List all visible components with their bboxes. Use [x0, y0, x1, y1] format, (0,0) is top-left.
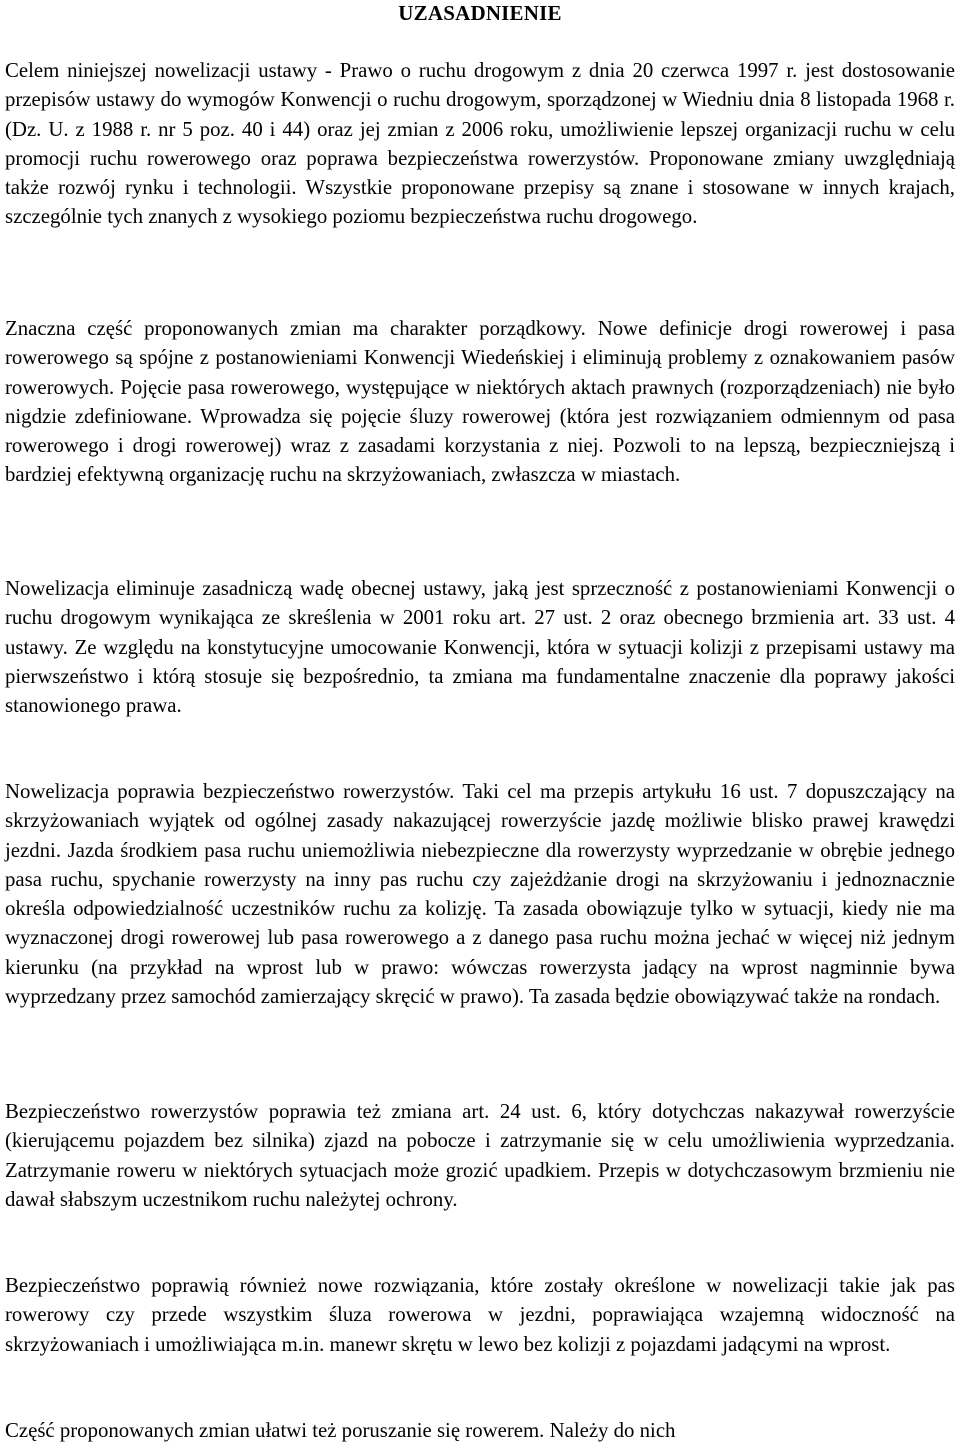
- paragraph-overtaking-rule: Bezpieczeństwo rowerzystów poprawia też zmiana art. 24 ust. 6, który dotychczas nakazywał rowerzyście (kierującemu pojazdem bez silnika) zjazd na pobocze i zatrzymanie się w celu umożliwienia wyprzedzania. Zatrzymanie roweru w niektórych sytuacjach może grozić upadkiem. Przepis w dotychczasowym brzmieniu nie dawał słabszym uczestnikom ruchu należytej ochrony.: [5, 1100, 955, 1211]
- document-title: UZASADNIENIE: [398, 1, 562, 25]
- paragraph-purpose: Celem niniejszej nowelizacji ustawy - Prawo o ruchu drogowym z dnia 20 czerwca 1997 r. jest dostosowanie przepisów ustawy do wymogów Konwencji o ruchu drogowym, sporządzonej w Wiedniu dnia 8 listopada 1968 r. (Dz. U. z 1988 r. nr 5 poz. 40 i 44) oraz jej zmian z 2006 roku, umożliwienie lepszej organizacji ruchu w celu promocji ruchu rowerowego oraz poprawa bezpieczeństwa rowerzystów. Proponowane zmiany uwzględniają także rozwój rynku i technologii. Wszystkie proponowane przepisy są znane i stosowane w innych krajach, szczególnie tych znanych z wysokiego poziomu bezpieczeństwa ruchu drogowego.: [5, 59, 955, 229]
- paragraph-convention-conflict: Nowelizacja eliminuje zasadniczą wadę obecnej ustawy, jaką jest sprzeczność z postanowieniami Konwencji o ruchu drogowym wynikająca ze skreślenia w 2001 roku art. 27 ust. 2 oraz obecnego brzmienia art. 33 ust. 4 ustawy. Ze względu na konstytucyjne umocowanie Konwencji, która w sytuacji kolizji z przepisami ustawy ma pierwszeństwo i którą stosuje się bezpośrednio, ta zmiana ma fundamentalne znaczenie dla poprawy jakości stanowionego prawa.: [5, 577, 955, 718]
- paragraph-new-solutions: Bezpieczeństwo poprawią również nowe rozwiązania, które zostały określone w nowelizacji takie jak pas rowerowy czy przede wszystkim śluza rowerowa w jezdni, poprawiająca wzajemną widoczność na skrzyżowaniach i umożliwiająca m.in. manewr skrętu w lewo bez kolizji z pojazdami jadącymi na wprost.: [5, 1274, 955, 1356]
- paragraph-definitions: Znaczna część proponowanych zmian ma charakter porządkowy. Nowe definicje drogi rowerowej i pasa rowerowego są spójne z postanowieniami Konwencji Wiedeńskiej i eliminują problemy z oznakowaniem pasów rowerowych. Pojęcie pasa rowerowego, występujące w niektórych aktach prawnych (rozporządzeniach) nie było nigdzie zdefiniowane. Wprowadza się pojęcie śluzy rowerowej (która jest rozwiązaniem odmiennym od pasa rowerowego i drogi rowerowej) wraz z zasadami korzystania z niej. Pozwoli to na lepszą, bezpieczniejszą i bardziej efektywną organizację ruchu na skrzyżowaniach, zwłaszcza w miastach.: [5, 317, 955, 487]
- paragraph-easier-cycling: Część proponowanych zmian ułatwi też poruszanie się rowerem. Należy do nich: [5, 1419, 676, 1442]
- paragraph-cyclist-safety: Nowelizacja poprawia bezpieczeństwo rowerzystów. Taki cel ma przepis artykułu 16 ust. 7 dopuszczający na skrzyżowaniach wyjątek od ogólnej zasady nakazującej rowerzyście jazdę możliwie blisko prawej krawędzi jezdni. Jazda środkiem pasa ruchu uniemożliwia niebezpieczne dla rowerzysty wyprzedzanie w obrębie jednego pasa ruchu, spychanie rowerzysty na inny pas ruchu czy zajeżdżanie drogi na skrzyżowaniu i jednoznacznie określa odpowiedzialność uczestników ruchu za kolizję. Ta zasada obowiązuje tylko w sytuacji, kiedy nie ma wyznaczonej drogi rowerowej lub pasa rowerowego a z danego pasa ruchu można jechać w więcej niż jednym kierunku (na przykład na wprost lub w prawo: wówczas rowerzysta jadący na wprost nagminnie bywa wyprzedzany przez samochód zamierzający skręcić w prawo). Ta zasada będzie obowiązywać także na rondach.: [5, 780, 955, 1009]
